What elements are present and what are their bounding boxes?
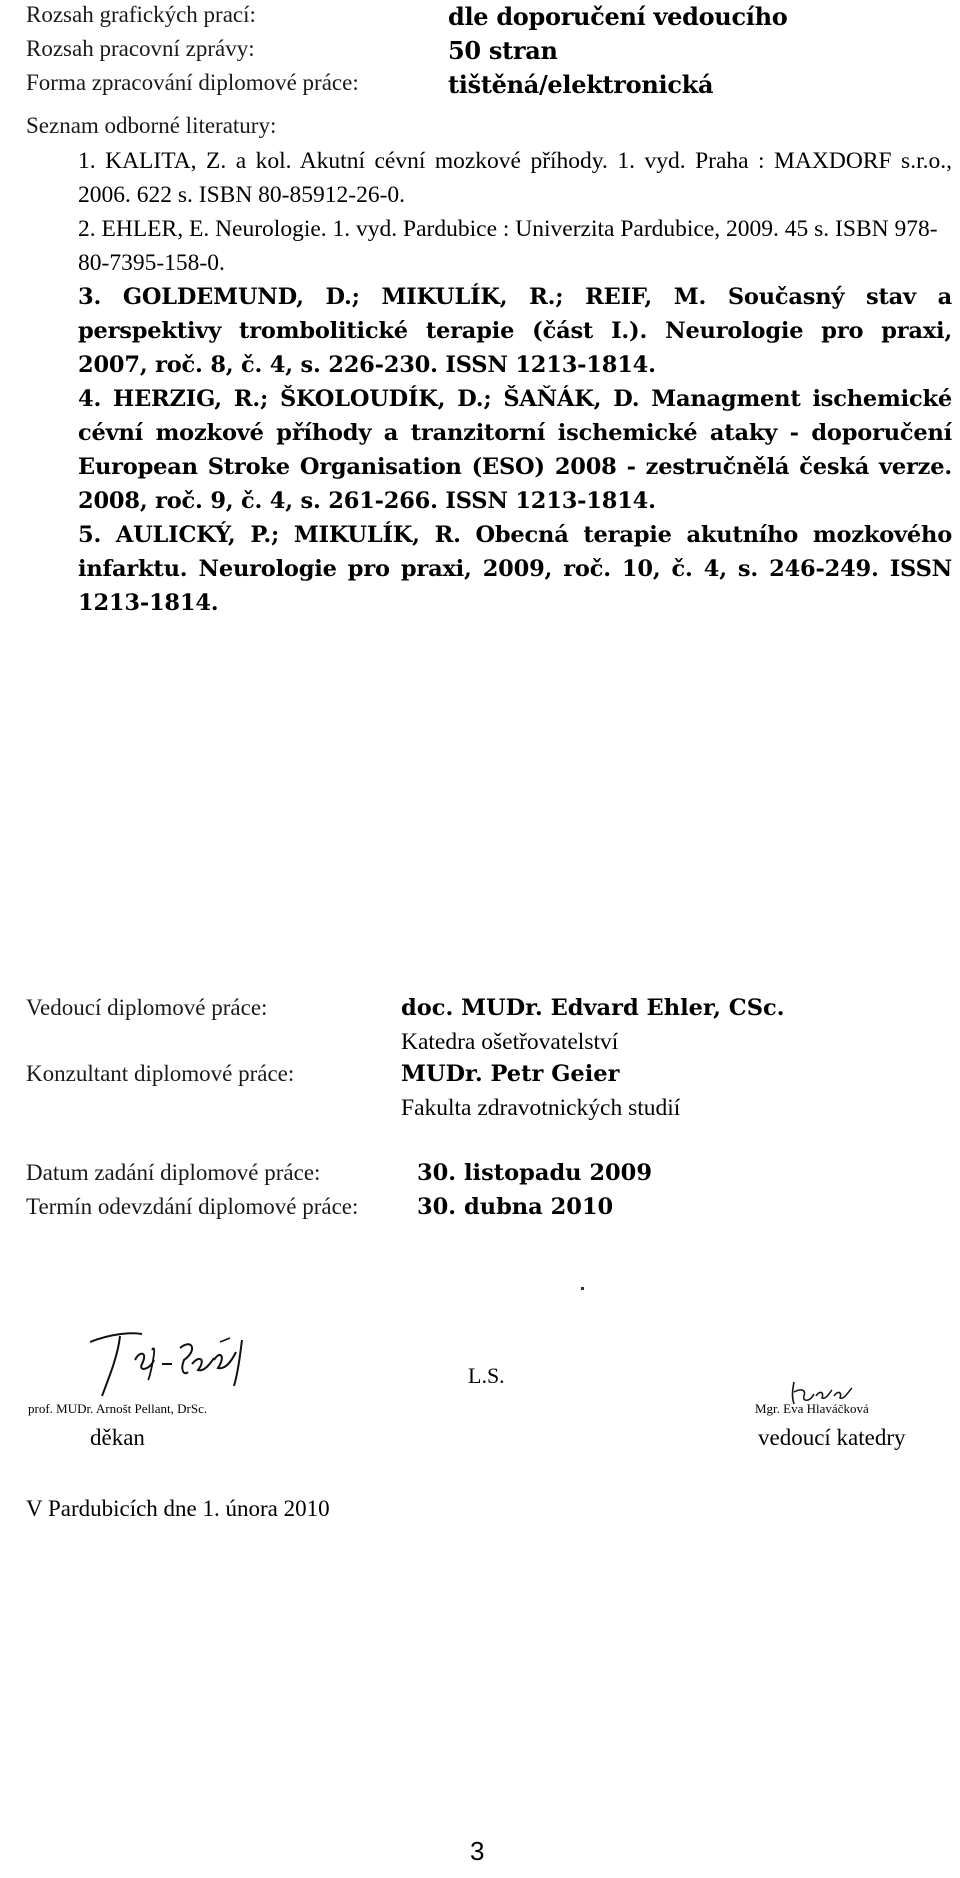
consultant-name: MUDr. Petr Geier xyxy=(401,1061,620,1087)
supervisor-label: Vedoucí diplomové práce: xyxy=(26,995,268,1020)
graphics-scope-value: dle doporučení vedoucího xyxy=(448,2,788,31)
list-item: 3. GOLDEMUND, D.; MIKULÍK, R.; REIF, M. Současný stav a perspektivy trombolitické terapie (část I.). Neurologie pro praxi, 2007, roč. 8, č. 4, s. 226-230. ISSN 1213-1814. xyxy=(78,284,952,378)
list-item: 5. AULICKÝ, P.; MIKULÍK, R. Obecná terapie akutního mozkového infarktu. Neurologie pro praxi, 2009, roč. 10, č. 4, s. 246-249. ISSN 1213-1814. xyxy=(78,522,952,616)
seal-mark: L.S. xyxy=(468,1363,505,1388)
supervisor-name: doc. MUDr. Edvard Ehler, CSc. xyxy=(401,995,785,1021)
scan-speck xyxy=(581,1287,584,1290)
report-scope-label: Rozsah pracovní zprávy: xyxy=(26,36,255,61)
report-scope-value: 50 stran xyxy=(448,36,558,65)
dean-role: děkan xyxy=(90,1425,145,1450)
supervisor-department: Katedra ošetřovatelství xyxy=(401,1029,619,1055)
thesis-form-label: Forma zpracování diplomové práce: xyxy=(26,70,359,95)
head-role: vedoucí katedry xyxy=(758,1425,906,1450)
page-number: 3 xyxy=(470,1836,485,1866)
consultant-label: Konzultant diplomové práce: xyxy=(26,1061,295,1086)
due-date-value: 30. dubna 2010 xyxy=(417,1194,614,1220)
due-date-label: Termín odevzdání diplomové práce: xyxy=(26,1194,359,1219)
thesis-form-value: tištěná/elektronická xyxy=(448,70,714,99)
list-item: 4. HERZIG, R.; ŠKOLOUDÍK, D.; ŠAŇÁK, D. Managment ischemické cévní mozkové příhody a tranzitorní ischemické ataky - doporučení European Stroke Organisation (ESO) 2008 - zestručnělá česká verze. 2008, roč. 9, č. 4, s. 261-266. ISSN 1213-1814. xyxy=(78,386,952,514)
graphics-scope-label: Rozsah grafických prací: xyxy=(26,2,256,27)
literature-heading: Seznam odborné literatury: xyxy=(26,113,277,138)
assignment-date-value: 30. listopadu 2009 xyxy=(417,1160,652,1186)
literature-list xyxy=(78,144,952,620)
list-item: 2. EHLER, E. Neurologie. 1. vyd. Pardubice : Univerzita Pardubice, 2009. 45 s. ISBN 978-80-7395-158-0. xyxy=(78,216,938,276)
dean-signature-scribble xyxy=(80,1320,260,1400)
list-item: 1. KALITA, Z. a kol. Akutní cévní mozkové příhody. 1. vyd. Praha : MAXDORF s.r.o., 2006. 622 s. ISBN 80-85912-26-0. xyxy=(78,148,952,208)
place-and-date: V Pardubicích dne 1. února 2010 xyxy=(26,1496,330,1521)
assignment-date-label: Datum zadání diplomové práce: xyxy=(26,1160,321,1185)
dean-name: prof. MUDr. Arnošt Pellant, DrSc. xyxy=(28,1401,208,1416)
consultant-department: Fakulta zdravotnických studií xyxy=(401,1095,681,1121)
head-name: Mgr. Eva Hlaváčková xyxy=(755,1401,869,1416)
